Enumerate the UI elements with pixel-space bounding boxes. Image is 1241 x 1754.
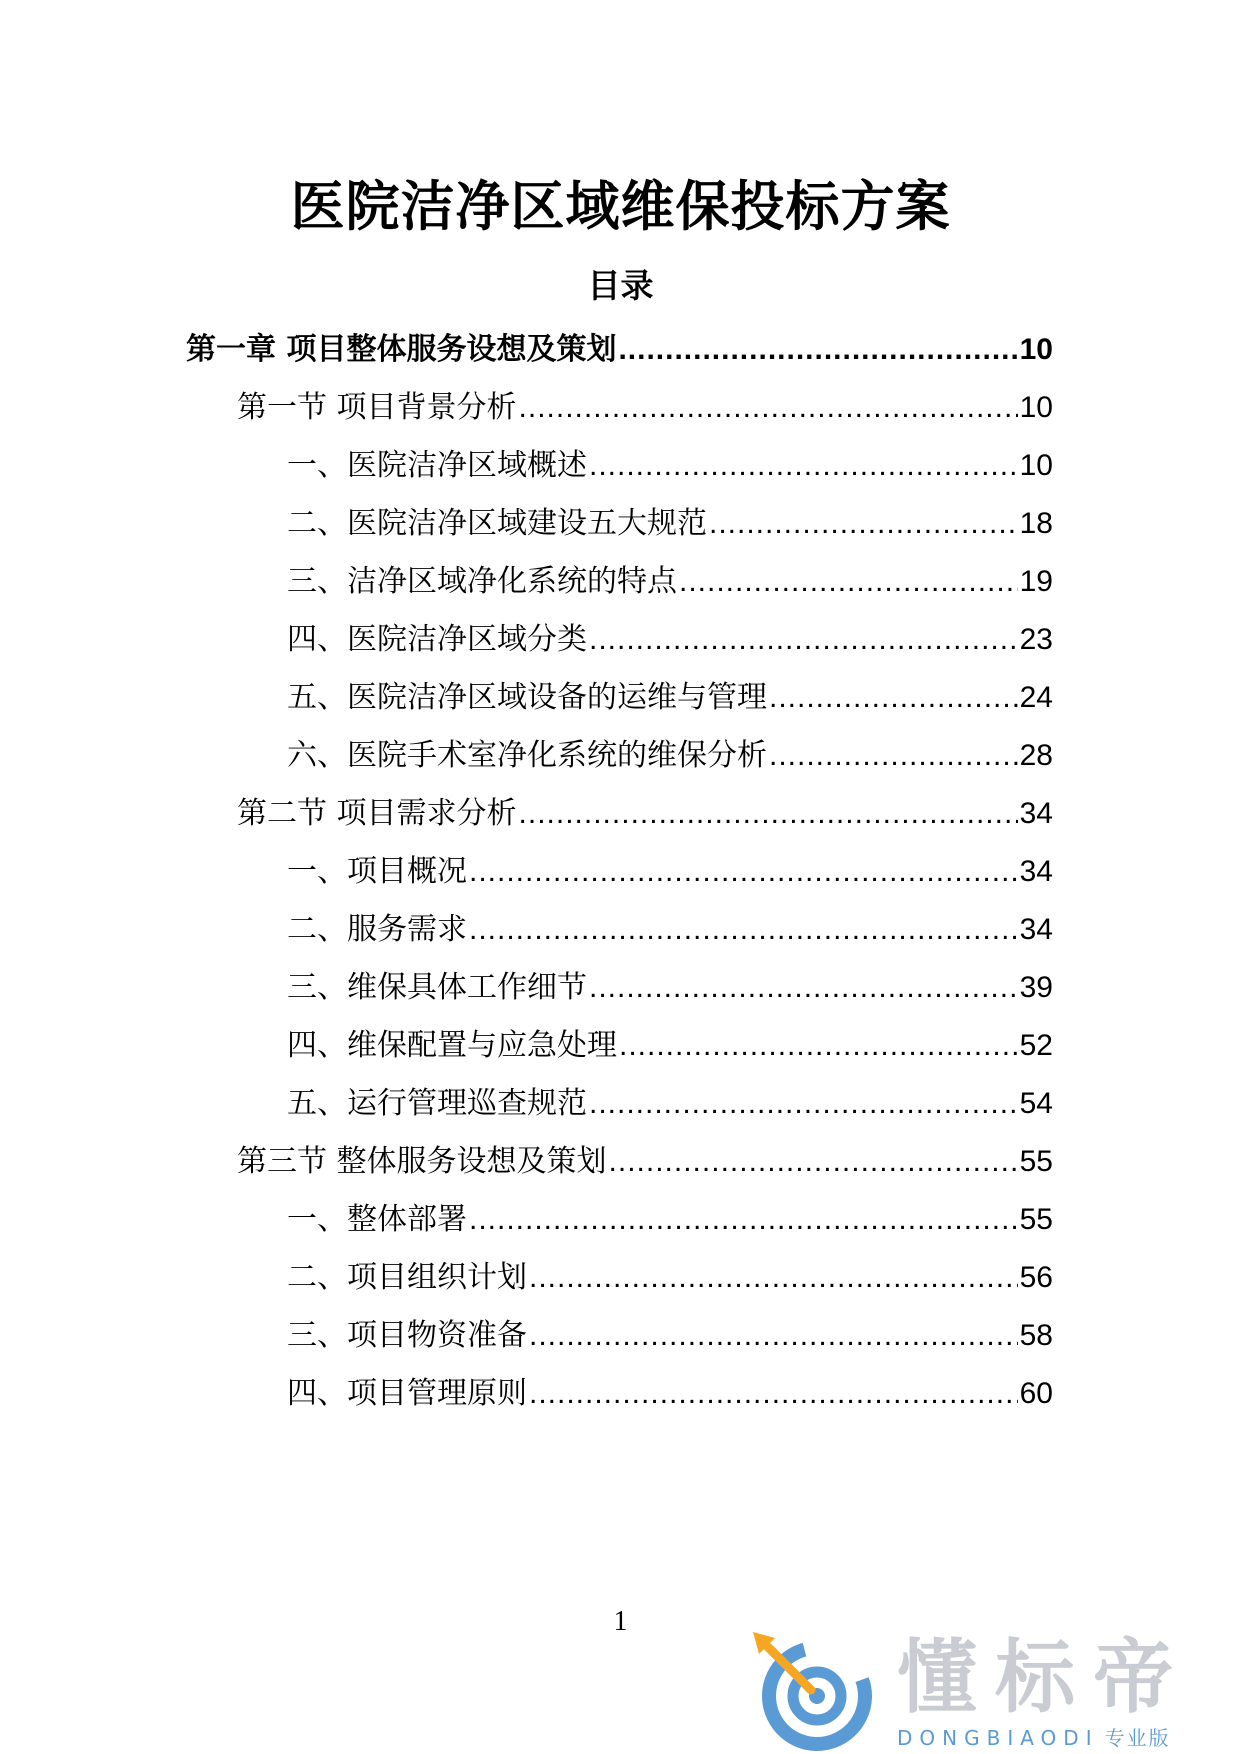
- toc-entry-label: 第三节 整体服务设想及策划: [237, 1144, 607, 1179]
- toc-dot-leader: [519, 792, 1018, 836]
- toc-dot-leader: [589, 444, 1018, 488]
- watermark-edition: 专业版: [1104, 1726, 1171, 1750]
- toc-entry-page: 34: [1019, 855, 1053, 888]
- toc-dot-leader: [769, 676, 1018, 720]
- toc-entry-label: 四、项目管理原则: [287, 1376, 527, 1411]
- toc-dot-leader: [769, 734, 1018, 778]
- toc-entry[interactable]: [287, 1024, 1053, 1068]
- toc-entry-label: 五、医院洁净区域设备的运维与管理: [287, 680, 767, 715]
- document-title: 医院洁净区域维保投标方案: [290, 175, 951, 238]
- toc-entry[interactable]: [237, 1140, 1053, 1184]
- toc-entry-label: 二、项目组织计划: [287, 1260, 527, 1295]
- toc-dot-leader: [529, 1372, 1018, 1416]
- toc-entry-page: 24: [1019, 681, 1053, 714]
- toc-entry-page: 28: [1019, 739, 1053, 772]
- toc-entry[interactable]: [287, 502, 1053, 546]
- toc-entry[interactable]: [287, 1314, 1053, 1358]
- toc-dot-leader: [618, 328, 1017, 372]
- toc-entry-page: 10: [1019, 449, 1053, 482]
- toc-entry-label: 二、医院洁净区域建设五大规范: [287, 506, 707, 541]
- toc-entry-page: 10: [1019, 333, 1053, 366]
- toc-entry-label: 第一章 项目整体服务设想及策划: [186, 332, 617, 367]
- toc-entry-label: 二、服务需求: [287, 912, 467, 947]
- toc-dot-leader: [609, 1140, 1018, 1184]
- toc-entry[interactable]: [287, 676, 1053, 720]
- toc-entry-page: 23: [1019, 623, 1053, 656]
- toc-entry[interactable]: [287, 444, 1053, 488]
- toc-heading: 目录: [587, 266, 654, 305]
- toc-dot-leader: [589, 618, 1018, 662]
- toc-dot-leader: [589, 966, 1018, 1010]
- toc-entry-page: 60: [1019, 1377, 1053, 1410]
- watermark-subtitle: [897, 1726, 1171, 1750]
- toc-dot-leader: [619, 1024, 1018, 1068]
- toc-entry-label: 三、洁净区域净化系统的特点: [287, 564, 677, 599]
- toc-entry-page: 55: [1019, 1203, 1053, 1236]
- target-arrow-icon: [745, 1628, 885, 1754]
- toc-entry[interactable]: [287, 908, 1053, 952]
- toc-entry[interactable]: [287, 1372, 1053, 1416]
- toc-dot-leader: [529, 1314, 1018, 1358]
- toc-entry-page: 34: [1019, 913, 1053, 946]
- toc-dot-leader: [469, 1198, 1018, 1242]
- toc-entry-page: 19: [1019, 565, 1053, 598]
- toc-entry-label: 第一节 项目背景分析: [237, 390, 517, 425]
- toc-entry-label: 一、医院洁净区域概述: [287, 448, 587, 483]
- toc-dot-leader: [709, 502, 1018, 546]
- toc-dot-leader: [469, 850, 1018, 894]
- toc-entry-page: 58: [1019, 1319, 1053, 1352]
- toc-entry[interactable]: [287, 618, 1053, 662]
- toc-entry[interactable]: [287, 966, 1053, 1010]
- toc-entry-page: 34: [1019, 797, 1053, 830]
- watermark-pinyin: DONGBIAODI: [897, 1726, 1099, 1750]
- toc-dot-leader: [589, 1082, 1018, 1126]
- toc-entry-label: 一、整体部署: [287, 1202, 467, 1237]
- toc-entry[interactable]: [287, 1198, 1053, 1242]
- toc-dot-leader: [679, 560, 1018, 604]
- toc-entry[interactable]: [287, 1082, 1053, 1126]
- toc-entry-page: 18: [1019, 507, 1053, 540]
- toc-entry-page: 39: [1019, 971, 1053, 1004]
- watermark: [745, 1628, 1241, 1754]
- toc-entry-page: 55: [1019, 1145, 1053, 1178]
- toc-entry[interactable]: [287, 850, 1053, 894]
- toc-entry-label: 六、医院手术室净化系统的维保分析: [287, 738, 767, 773]
- toc-dot-leader: [529, 1256, 1018, 1300]
- toc-entry-label: 四、医院洁净区域分类: [287, 622, 587, 657]
- toc-entry[interactable]: [186, 328, 1053, 372]
- toc-entry-page: 56: [1019, 1261, 1053, 1294]
- toc-entry-page: 10: [1019, 391, 1053, 424]
- toc-entry-label: 四、维保配置与应急处理: [287, 1028, 617, 1063]
- toc-entry-page: 54: [1019, 1087, 1053, 1120]
- toc-entry[interactable]: [287, 560, 1053, 604]
- toc-entry[interactable]: [237, 386, 1053, 430]
- toc-entry-label: 第二节 项目需求分析: [237, 796, 517, 831]
- toc-entry-label: 三、维保具体工作细节: [287, 970, 587, 1005]
- toc-entry[interactable]: [287, 734, 1053, 778]
- toc-entry[interactable]: [287, 1256, 1053, 1300]
- page-number: 1: [613, 1606, 628, 1637]
- toc-entry-label: 三、项目物资准备: [287, 1318, 527, 1353]
- toc-entry[interactable]: [237, 792, 1053, 836]
- watermark-brand: 懂标帝: [897, 1631, 1191, 1724]
- toc-dot-leader: [519, 386, 1018, 430]
- toc-entry-page: 52: [1019, 1029, 1053, 1062]
- toc-entry-label: 一、项目概况: [287, 854, 467, 889]
- toc-entry-label: 五、运行管理巡查规范: [287, 1086, 587, 1121]
- toc-dot-leader: [469, 908, 1018, 952]
